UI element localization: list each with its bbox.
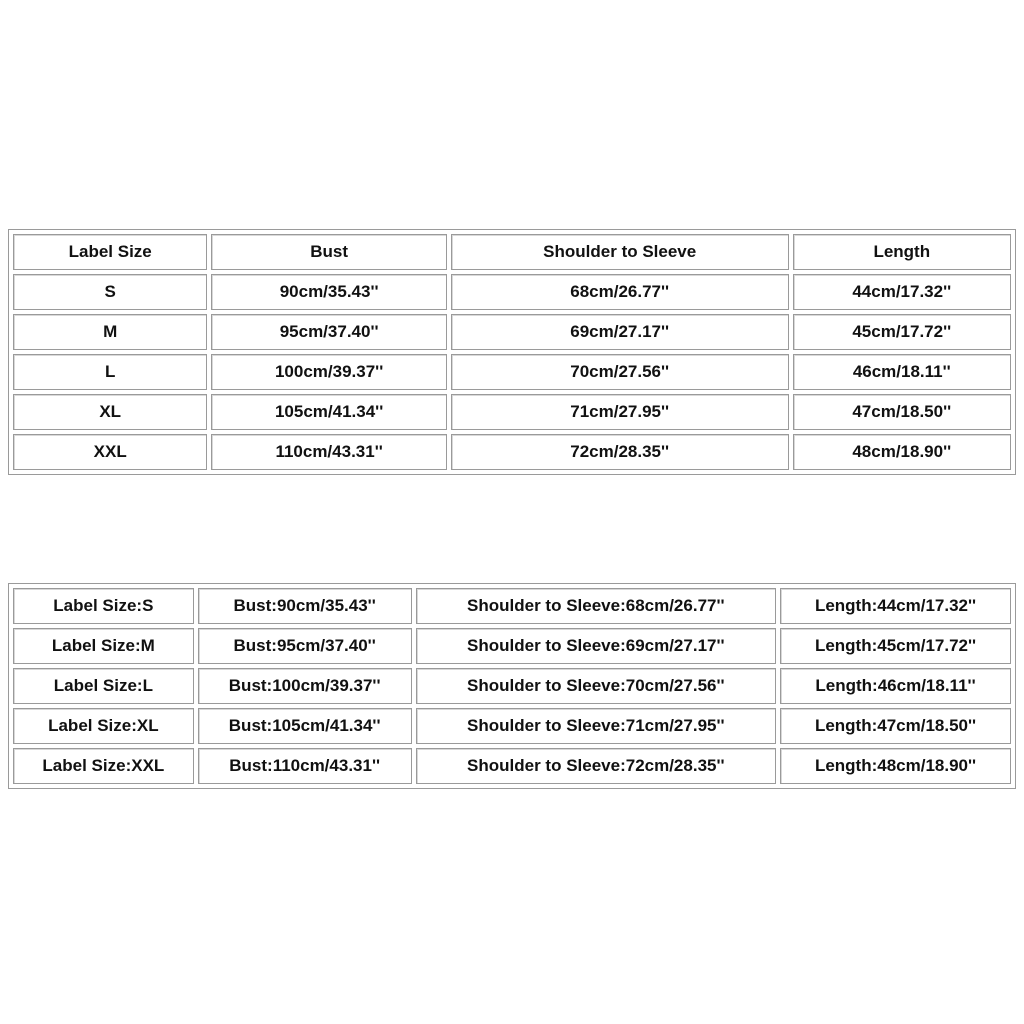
cell-bust: Bust:90cm/35.43''	[198, 588, 412, 624]
cell-length: 44cm/17.32''	[793, 274, 1011, 310]
cell-bust: Bust:105cm/41.34''	[198, 708, 412, 744]
cell-bust: Bust:110cm/43.31''	[198, 748, 412, 784]
cell-length: 46cm/18.11''	[793, 354, 1011, 390]
cell-shoulder-to-sleeve: Shoulder to Sleeve:71cm/27.95''	[416, 708, 776, 744]
cell-size: Label Size:XL	[13, 708, 194, 744]
cell-length: 45cm/17.72''	[793, 314, 1011, 350]
cell-shoulder-to-sleeve: 70cm/27.56''	[451, 354, 789, 390]
cell-shoulder-to-sleeve: Shoulder to Sleeve:70cm/27.56''	[416, 668, 776, 704]
size-inline-body	[13, 588, 1011, 784]
header-cell-label-size: Label Size	[13, 234, 207, 270]
table-row	[13, 274, 1011, 310]
size-chart-header-row	[13, 234, 1011, 270]
size-chart-table	[8, 229, 1016, 475]
cell-shoulder-to-sleeve: 69cm/27.17''	[451, 314, 789, 350]
cell-shoulder-to-sleeve: Shoulder to Sleeve:69cm/27.17''	[416, 628, 776, 664]
header-cell-length: Length	[793, 234, 1011, 270]
cell-size: Label Size:XXL	[13, 748, 194, 784]
cell-size: M	[13, 314, 207, 350]
cell-size: L	[13, 354, 207, 390]
cell-shoulder-to-sleeve: Shoulder to Sleeve:72cm/28.35''	[416, 748, 776, 784]
cell-shoulder-to-sleeve: 72cm/28.35''	[451, 434, 789, 470]
cell-bust: 95cm/37.40''	[211, 314, 446, 350]
cell-length: Length:47cm/18.50''	[780, 708, 1011, 744]
cell-bust: Bust:100cm/39.37''	[198, 668, 412, 704]
table-row	[13, 434, 1011, 470]
size-inline-table	[8, 583, 1016, 789]
cell-size: S	[13, 274, 207, 310]
cell-size: Label Size:L	[13, 668, 194, 704]
cell-length: Length:44cm/17.32''	[780, 588, 1011, 624]
cell-length: Length:45cm/17.72''	[780, 628, 1011, 664]
cell-length: Length:48cm/18.90''	[780, 748, 1011, 784]
cell-bust: 100cm/39.37''	[211, 354, 446, 390]
cell-bust: Bust:95cm/37.40''	[198, 628, 412, 664]
cell-bust: 90cm/35.43''	[211, 274, 446, 310]
cell-shoulder-to-sleeve: 68cm/26.77''	[451, 274, 789, 310]
table-row	[13, 628, 1011, 664]
cell-size: XL	[13, 394, 207, 430]
cell-shoulder-to-sleeve: 71cm/27.95''	[451, 394, 789, 430]
table-row	[13, 354, 1011, 390]
table-row	[13, 708, 1011, 744]
cell-size: XXL	[13, 434, 207, 470]
table-row	[13, 668, 1011, 704]
header-cell-shoulder-to-sleeve: Shoulder to Sleeve	[451, 234, 789, 270]
table-row	[13, 588, 1011, 624]
cell-length: Length:46cm/18.11''	[780, 668, 1011, 704]
cell-bust: 110cm/43.31''	[211, 434, 446, 470]
size-chart-body	[13, 234, 1011, 470]
header-cell-bust: Bust	[211, 234, 446, 270]
table-row	[13, 314, 1011, 350]
cell-bust: 105cm/41.34''	[211, 394, 446, 430]
table-row	[13, 394, 1011, 430]
cell-length: 48cm/18.90''	[793, 434, 1011, 470]
cell-size: Label Size:M	[13, 628, 194, 664]
cell-shoulder-to-sleeve: Shoulder to Sleeve:68cm/26.77''	[416, 588, 776, 624]
cell-length: 47cm/18.50''	[793, 394, 1011, 430]
cell-size: Label Size:S	[13, 588, 194, 624]
table-row	[13, 748, 1011, 784]
